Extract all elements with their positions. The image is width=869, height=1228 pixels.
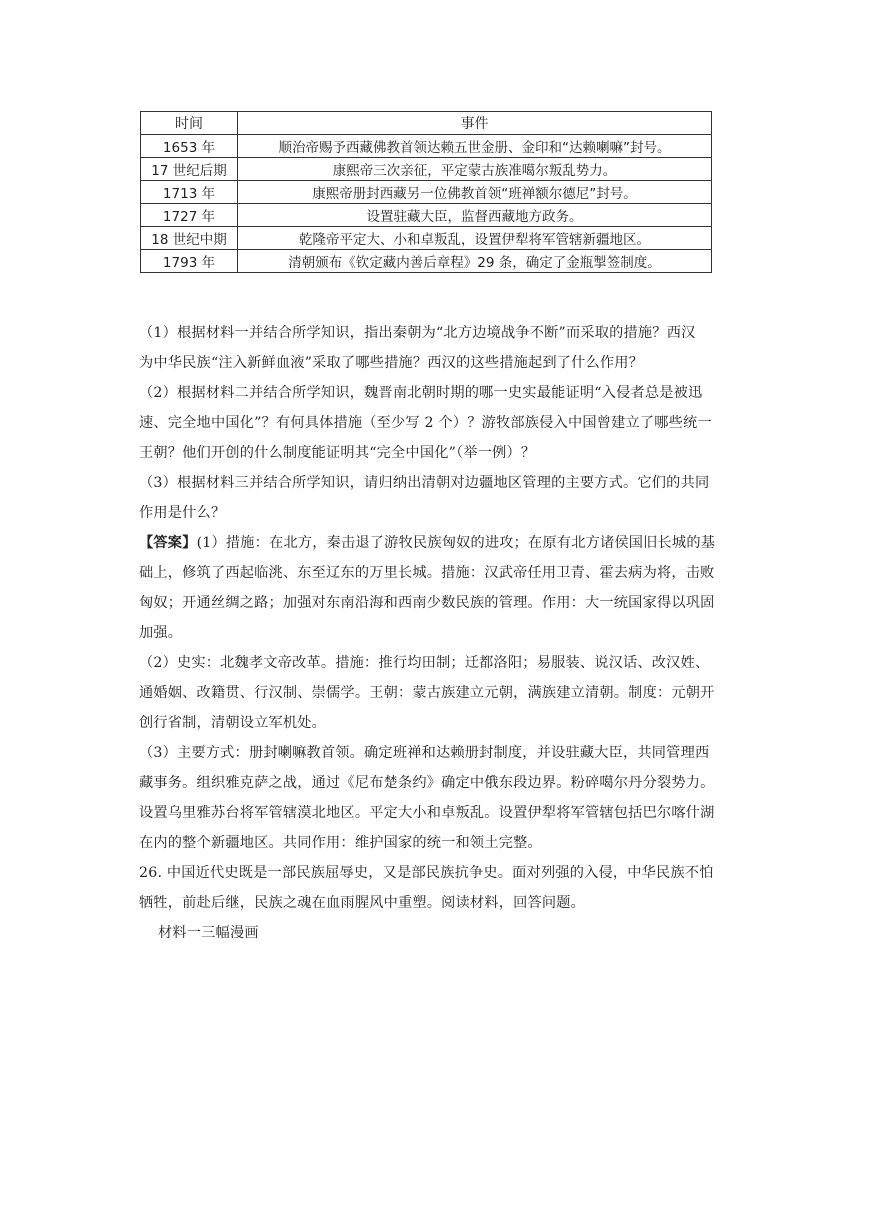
- question-1-line: （1）根据材料一并结合所学知识，指出秦朝为“北方边境战争不断”而采取的措施？西汉: [139, 325, 696, 341]
- table-cell-event: 康熙帝三次亲征，平定蒙古族准噶尔叛乱势力。: [238, 158, 712, 181]
- answer-1-line: [139, 528, 739, 558]
- answer-3-line: 在内的整个新疆地区。共同作用：维护国家的统一和领土完整。: [139, 835, 542, 851]
- table-row: [141, 204, 712, 227]
- question-2-line: 速、完全地中国化”？有何具体措施（至少写 2 个）？游牧部族侵入中国曾建立了哪些统一: [139, 415, 712, 431]
- table-row: [141, 181, 712, 204]
- question-26-line: 26. 中国近代史既是一部民族屈辱史，又是部民族抗争史。面对列强的入侵，中华民族不怕: [139, 865, 714, 881]
- answer-2-line: （2）史实：北魏孝文帝改革。措施：推行均田制；迁都洛阳；易服装、说汉话、改汉姓、: [139, 655, 710, 671]
- answer-2-line: 通婚姻、改籍贯、行汉制、崇儒学。王朝：蒙古族建立元朝，满族建立清朝。制度：元朝开: [139, 685, 715, 701]
- answer-1-line: 匈奴；开通丝绸之路；加强对东南沿海和西南少数民族的管理。作用：大一统国家得以巩固: [139, 595, 715, 611]
- table-row: [141, 158, 712, 181]
- answer-label: 【答案】: [139, 535, 197, 551]
- table-header-row: [141, 112, 712, 135]
- table-cell-time: 1793 年: [141, 250, 238, 273]
- column-header-time: 时间: [141, 112, 238, 135]
- material-heading: 材料一三幅漫画: [158, 925, 259, 941]
- table-cell-time: 1653 年: [141, 135, 238, 158]
- question-1-line: 为中华民族“注入新鲜血液”采取了哪些措施？西汉的这些措施起到了什么作用？: [139, 355, 644, 371]
- question-2-line: （2）根据材料二并结合所学知识，魏晋南北朝时期的哪一史实最能证明“入侵者总是被迅: [139, 385, 703, 401]
- table-cell-event: 清朝颁布《钦定藏内善后章程》29 条，确定了金瓶掣签制度。: [238, 250, 712, 273]
- table-cell-time: 1713 年: [141, 181, 238, 204]
- answer-2-line: 创行省制，清朝设立军机处。: [139, 715, 327, 731]
- qing-frontier-table: [140, 111, 712, 273]
- answer-3-line: 设置乌里雅苏台将军管辖漠北地区。平定大小和卓叛乱。设置伊犁将军管辖包括巴尔喀什湖: [139, 805, 715, 821]
- table-row: [141, 135, 712, 158]
- table-row: [141, 250, 712, 273]
- table-cell-event: 康熙帝册封西藏另一位佛教首领“班禅额尔德尼”封号。: [238, 181, 712, 204]
- table-cell-time: 1727 年: [141, 204, 238, 227]
- answer-1-line: 加强。: [139, 625, 183, 641]
- table-cell-event: 乾隆帝平定大、小和卓叛乱，设置伊犁将军管辖新疆地区。: [238, 227, 712, 250]
- answer-1-line: 础上，修筑了西起临洮、东至辽东的万里长城。措施：汉武帝任用卫青、霍去病为将，击败: [139, 565, 715, 581]
- question-3-line: 作用是什么？: [139, 505, 226, 521]
- question-26-line: 牺牲，前赴后继，民族之魂在血雨腥风中重塑。阅读材料，回答问题。: [139, 895, 586, 911]
- question-3-line: （3）根据材料三并结合所学知识，请归纳出清朝对边疆地区管理的主要方式。它们的共同: [139, 475, 710, 491]
- answer-3-line: 藏事务。组织雅克萨之战，通过《尼布楚条约》确定中俄东段边界。粉碎噶尔丹分裂势力。: [139, 775, 715, 791]
- body-text: [139, 318, 739, 948]
- column-header-event: 事件: [238, 112, 712, 135]
- answer-3-line: （3）主要方式：册封喇嘛教首领。确定班禅和达赖册封制度，并设驻藏大臣，共同管理西: [139, 745, 710, 761]
- table-row: [141, 227, 712, 250]
- table-cell-time: 18 世纪中期: [141, 227, 238, 250]
- table-cell-event: 设置驻藏大臣，监督西藏地方政务。: [238, 204, 712, 227]
- question-2-line: 王朝？他们开创的什么制度能证明其“完全中国化”（举一例）？: [139, 445, 536, 461]
- table-cell-event: 顺治帝赐予西藏佛教首领达赖五世金册、金印和“达赖喇嘛”封号。: [238, 135, 712, 158]
- answer-1-text: (1）措施：在北方，秦击退了游牧民族匈奴的进攻；在原有北方诸侯国旧长城的基: [196, 535, 716, 551]
- table-cell-time: 17 世纪后期: [141, 158, 238, 181]
